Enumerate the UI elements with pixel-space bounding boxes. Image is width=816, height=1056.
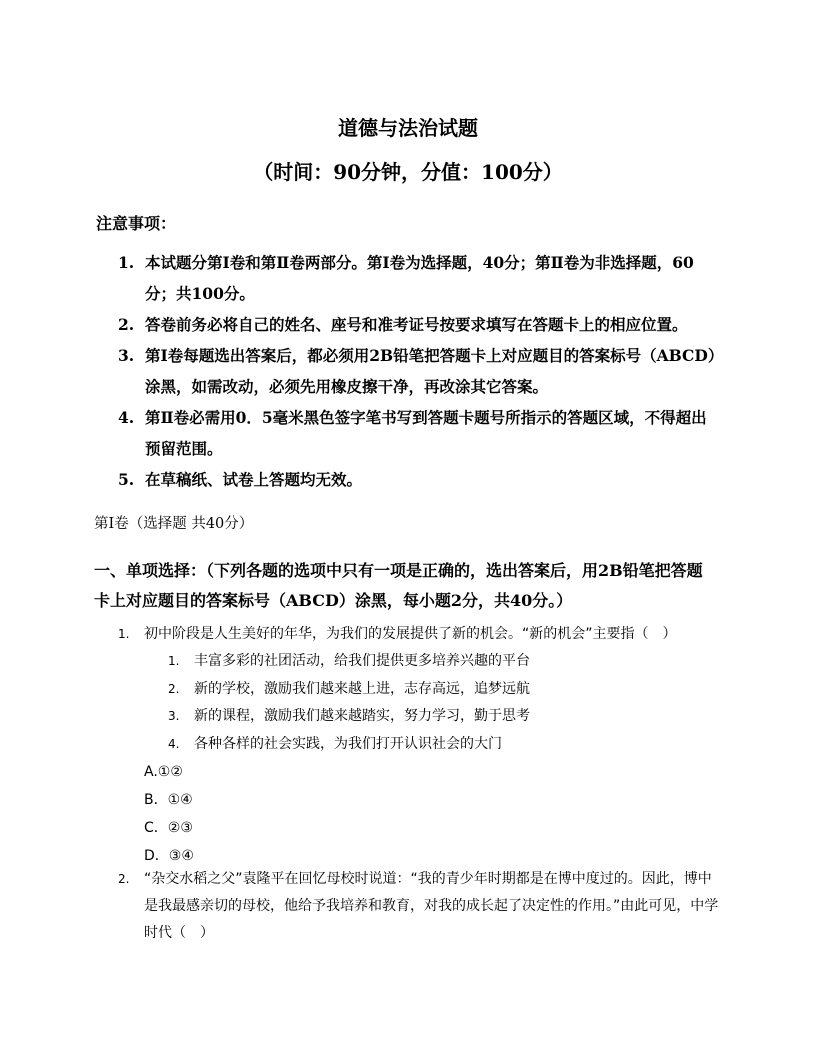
choice-d: D．③④ [144, 848, 194, 864]
question-text: 初中阶段是人生美好的年华，为我们的发展提供了新的机会。“新的机会”主要指（ ） [144, 626, 677, 642]
notice-item [118, 309, 718, 340]
statement-number: 2. [168, 681, 180, 696]
notice-item-number: 1. [118, 253, 135, 272]
question-number: 2. [118, 872, 130, 886]
notice-item-number: 2. [118, 315, 135, 334]
question-1 [118, 621, 718, 648]
notice-item [118, 247, 718, 309]
notice-heading: 注意事项： [96, 214, 177, 233]
choice-a: A.①② [144, 764, 183, 780]
choice-c: C．②③ [144, 820, 193, 836]
statement-number: 3. [168, 709, 180, 723]
notice-item-text: 在草稿纸、试卷上答题均无效。 [145, 470, 363, 489]
question-number: 1. [118, 627, 130, 641]
statement-text: 新的学校，激励我们越来越上进，志存高远，追梦远航 [194, 680, 530, 697]
notice-item-number: 3. [118, 346, 135, 365]
notice-item-text: 本试题分第Ⅰ卷和第Ⅱ卷两部分。第Ⅰ卷为选择题，40分；第Ⅱ卷为非选择题，60分；共100分。 [145, 253, 694, 303]
exam-time-score: （时间：90分钟，分值：100分） [253, 160, 563, 184]
statement-text: 新的课程，激励我们越来越踏实，努力学习，勤于思考 [194, 708, 530, 724]
notice-item [118, 464, 718, 495]
notice-item-number: 4. [118, 408, 135, 427]
question-text: “杂交水稻之父”袁隆平在回忆母校时说道：“我的青少年时期都是在博中度过的。因此，博中是我最感亲切的母校，他给予我培养和教育，对我的成长起了决定性的作用。”由此可见，中学时代（ ） [144, 871, 719, 941]
notice-list [118, 247, 718, 495]
question-2 [118, 866, 722, 947]
statement-item [168, 703, 708, 731]
notice-item-number: 5. [118, 470, 135, 489]
notice-item-text: 第Ⅰ卷每题选出答案后，都必须用2B铅笔把答题卡上对应题目的答案标号（ABCD）涂黑，如需改动，必须先用橡皮擦干净，再改涂其它答案。 [145, 346, 716, 396]
section-heading: 一、单项选择：（下列各题的选项中只有一项是正确的，选出答案后，用2B铅笔把答题卡上对应题目的答案标号（ABCD）涂黑，每小题2分，共40分。） [94, 561, 703, 610]
statement-item [168, 648, 708, 676]
notice-item [118, 402, 718, 464]
statement-text: 各种各样的社会实践，为我们打开认识社会的大门 [194, 735, 502, 752]
page-title: 道德与法治试题 [338, 116, 478, 140]
statement-item [168, 676, 708, 704]
statement-item [168, 731, 708, 759]
notice-item-text: 第Ⅱ卷必需用0．5毫米黑色签字笔书写到答题卡题号所指示的答题区域，不得超出预留范围。 [145, 408, 707, 458]
answer-choices [144, 758, 194, 870]
notice-item-text: 答卷前务必将自己的姓名、座号和准考证号按要求填写在答题卡上的相应位置。 [145, 315, 688, 334]
statement-list [168, 648, 708, 758]
notice-item [118, 340, 718, 402]
statement-text: 丰富多彩的社团活动，给我们提供更多培养兴趣的平台 [194, 653, 530, 669]
statement-number: 1. [168, 654, 180, 668]
volume-label: 第Ⅰ卷（选择题 共40分） [94, 516, 254, 532]
statement-number: 4. [168, 736, 180, 751]
choice-b: B．①④ [144, 792, 193, 808]
